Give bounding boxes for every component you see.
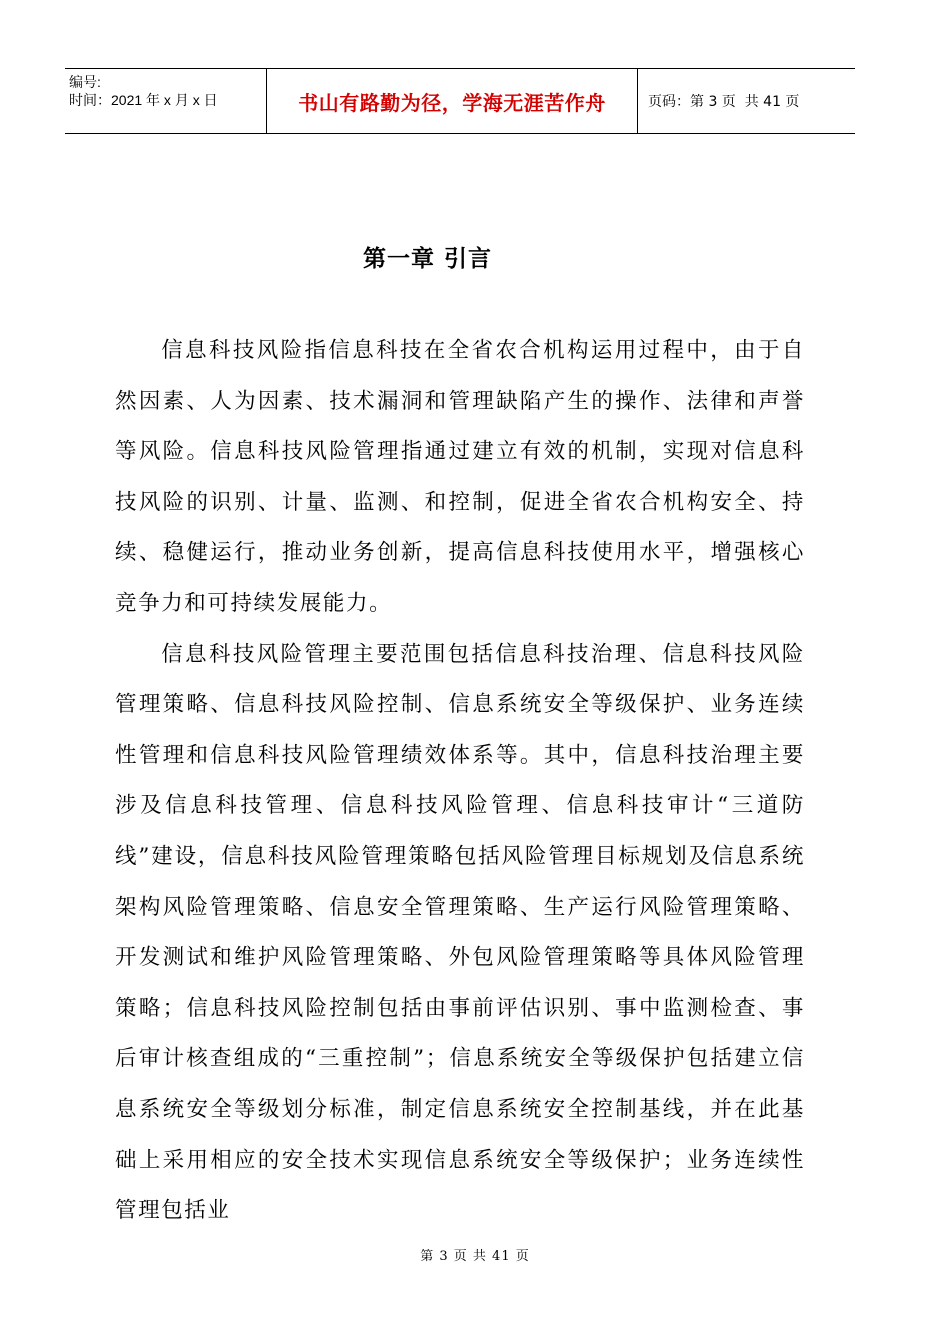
header-motto-cell: [266, 69, 638, 133]
body-text: [115, 326, 805, 1237]
page-footer: 第 3 页 共 41 页: [420, 1249, 530, 1264]
chapter-title: 第一章 引言: [362, 246, 492, 272]
serial-number-label: 编号:: [69, 74, 101, 90]
motto-text: 书山有路勤为径，学海无涯苦作舟: [298, 90, 606, 115]
page-header: [65, 68, 855, 134]
paragraph-2: 信息科技风险管理主要范围包括信息科技治理、信息科技风险管理策略、信息科技风险控制、信息系统安全等级保护、业务连续性管理和信息科技风险管理绩效体系等。其中，信息科技治理主要涉及信息科技管理、信息科技风险管理、信息科技审计“三道防线”建设，信息科技风险管理策略包括风险管理目标规划及信息系统架构风险管理策略、信息安全管理策略、生产运行风险管理策略、开发测试和维护风险管理策略、外包风险管理策略等具体风险管理策略；信息科技风险控制包括由事前评估识别、事中监测检查、事后审计核查组成的“三重控制”；信息系统安全等级保护包括建立信息系统安全等级划分标准，制定信息系统安全控制基线，并在此基础上采用相应的安全技术实现信息系统安全等级保护；业务连续性管理包括业: [115, 641, 805, 1224]
paragraph-1: 信息科技风险指信息科技在全省农合机构运用过程中，由于自然因素、人为因素、技术漏洞和管理缺陷产生的操作、法律和声誉等风险。信息科技风险管理指通过建立有效的机制，实现对信息科技风险的识别、计量、监测、和控制，促进全省农合机构安全、持续、稳健运行，推动业务创新，提高信息科技使用水平，增强核心竞争力和可持续发展能力。: [115, 338, 805, 616]
page-info-text: 页码：第 3 页 共 41 页: [648, 94, 800, 110]
header-meta: [65, 69, 266, 133]
time-label: 时间：2021 年 x 月 x 日: [69, 92, 218, 108]
header-page-info: [638, 69, 855, 133]
